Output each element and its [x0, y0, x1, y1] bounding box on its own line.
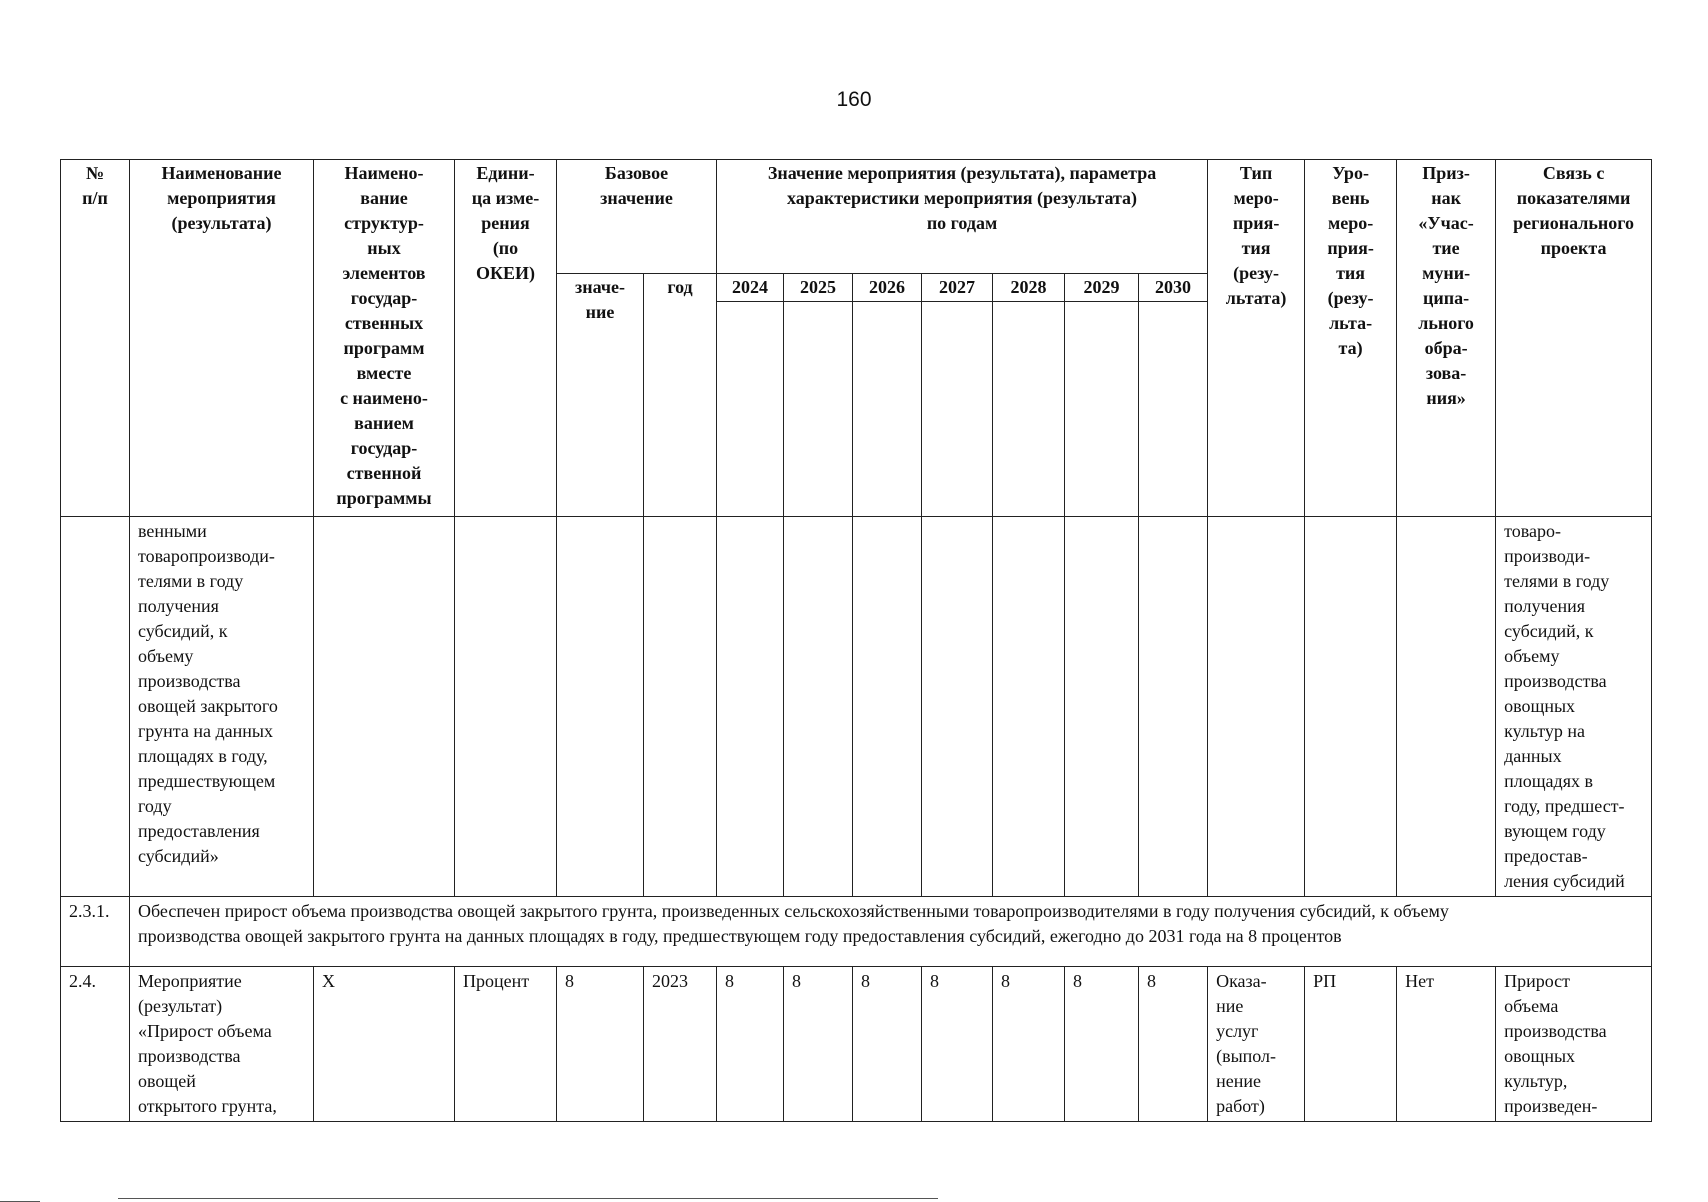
header-base: Базовое значение — [557, 160, 717, 274]
cell-empty — [717, 517, 784, 897]
cell-empty — [922, 517, 993, 897]
header-type: Тип меро- прия- тия (резу- льтата) — [1208, 160, 1305, 517]
cell-empty — [784, 517, 853, 897]
header-year-2025: 2025 — [784, 274, 853, 302]
header-link: Связь с показателями регионального проекта — [1496, 160, 1652, 517]
header-num: № п/п — [61, 160, 130, 517]
cell-empty — [1208, 517, 1305, 897]
row-24-year-2024: 8 — [717, 967, 784, 1122]
cell-empty — [1305, 517, 1397, 897]
header-year-2026: 2026 — [853, 274, 922, 302]
row-24-type: Оказа- ние услуг (выпол- нение работ) — [1208, 967, 1305, 1122]
row-continuation-name: венными товаропроизводи- телями в году получения субсидий, к объему производства овощей закрытого грунта на данных площадях в году, предшествующем году предоставления субсидий» — [130, 517, 314, 897]
row-24-unit: Процент — [455, 967, 557, 1122]
row-24-struct: X — [314, 967, 455, 1122]
cell-empty — [1139, 517, 1208, 897]
row-24-year-2028: 8 — [993, 967, 1065, 1122]
header-year-blank — [784, 302, 853, 517]
cell-empty — [557, 517, 644, 897]
page-number: 160 — [836, 88, 872, 111]
header-years-title: Значение мероприятия (результата), параметра характеристики мероприятия (результата) по годам — [717, 160, 1208, 274]
cell-empty — [314, 517, 455, 897]
row-24-base-year: 2023 — [644, 967, 717, 1122]
row-24-municipal: Нет — [1397, 967, 1496, 1122]
header-unit: Едини- ца изме- рения (по ОКЕИ) — [455, 160, 557, 517]
table-row — [61, 967, 1652, 1122]
cell-empty — [1065, 517, 1139, 897]
header-year-blank — [922, 302, 993, 517]
row-24-link: Прирост объема производства овощных культур, произведен- — [1496, 967, 1652, 1122]
row-24-num: 2.4. — [61, 967, 130, 1122]
header-row-1 — [61, 160, 1652, 274]
header-struct: Наимено- вание структур- ных элементов государ- ственных программ вместе с наимено- ванием государ- ственной программы — [314, 160, 455, 517]
header-year-blank — [853, 302, 922, 517]
row-24-level: РП — [1305, 967, 1397, 1122]
row-24-year-2030: 8 — [1139, 967, 1208, 1122]
header-base-year: год — [644, 274, 717, 517]
cell-empty — [61, 517, 130, 897]
cell-empty — [1397, 517, 1496, 897]
header-year-2024: 2024 — [717, 274, 784, 302]
table-row — [61, 897, 1652, 967]
row-24-base-value: 8 — [557, 967, 644, 1122]
header-year-blank — [1139, 302, 1208, 517]
row-24-year-2027: 8 — [922, 967, 993, 1122]
header-municipal: Приз- нак «Учас- тие муни- ципа- льного обра- зова- ния» — [1397, 160, 1496, 517]
header-year-blank — [717, 302, 784, 517]
cell-empty — [853, 517, 922, 897]
row-24-year-2026: 8 — [853, 967, 922, 1122]
header-base-value: значе- ние — [557, 274, 644, 517]
header-year-2030: 2030 — [1139, 274, 1208, 302]
row-24-year-2029: 8 — [1065, 967, 1139, 1122]
cell-empty — [993, 517, 1065, 897]
header-year-blank — [993, 302, 1065, 517]
cell-empty — [455, 517, 557, 897]
header-year-blank — [1065, 302, 1139, 517]
program-table — [60, 159, 1652, 1122]
row-24-name: Мероприятие (результат) «Прирост объема производства овощей открытого грунта, — [130, 967, 314, 1122]
row-231-num: 2.3.1. — [61, 897, 130, 967]
header-name: Наименование мероприятия (результата) — [130, 160, 314, 517]
header-year-2029: 2029 — [1065, 274, 1139, 302]
table-row — [61, 517, 1652, 897]
header-year-2027: 2027 — [922, 274, 993, 302]
cell-empty — [644, 517, 717, 897]
row-continuation-link: товаро- производи- телями в году получения субсидий, к объему производства овощных культур на данных площадях в году, предшест- вующем году предостав- ления субсидий — [1496, 517, 1652, 897]
row-231-text: Обеспечен прирост объема производства овощей закрытого грунта, произведенных сельскохозяйственными товаропроизводителями в году получения субсидий, к объему производства овощей закрытого грунта на данных площадях в году, предшествующем году предоставления субсидий, ежегодно до 2031 года на 8 процентов — [130, 897, 1652, 967]
footer-rule — [118, 1198, 938, 1199]
row-24-year-2025: 8 — [784, 967, 853, 1122]
header-year-2028: 2028 — [993, 274, 1065, 302]
header-level: Уро- вень меро- прия- тия (резу- льта- та) — [1305, 160, 1397, 517]
